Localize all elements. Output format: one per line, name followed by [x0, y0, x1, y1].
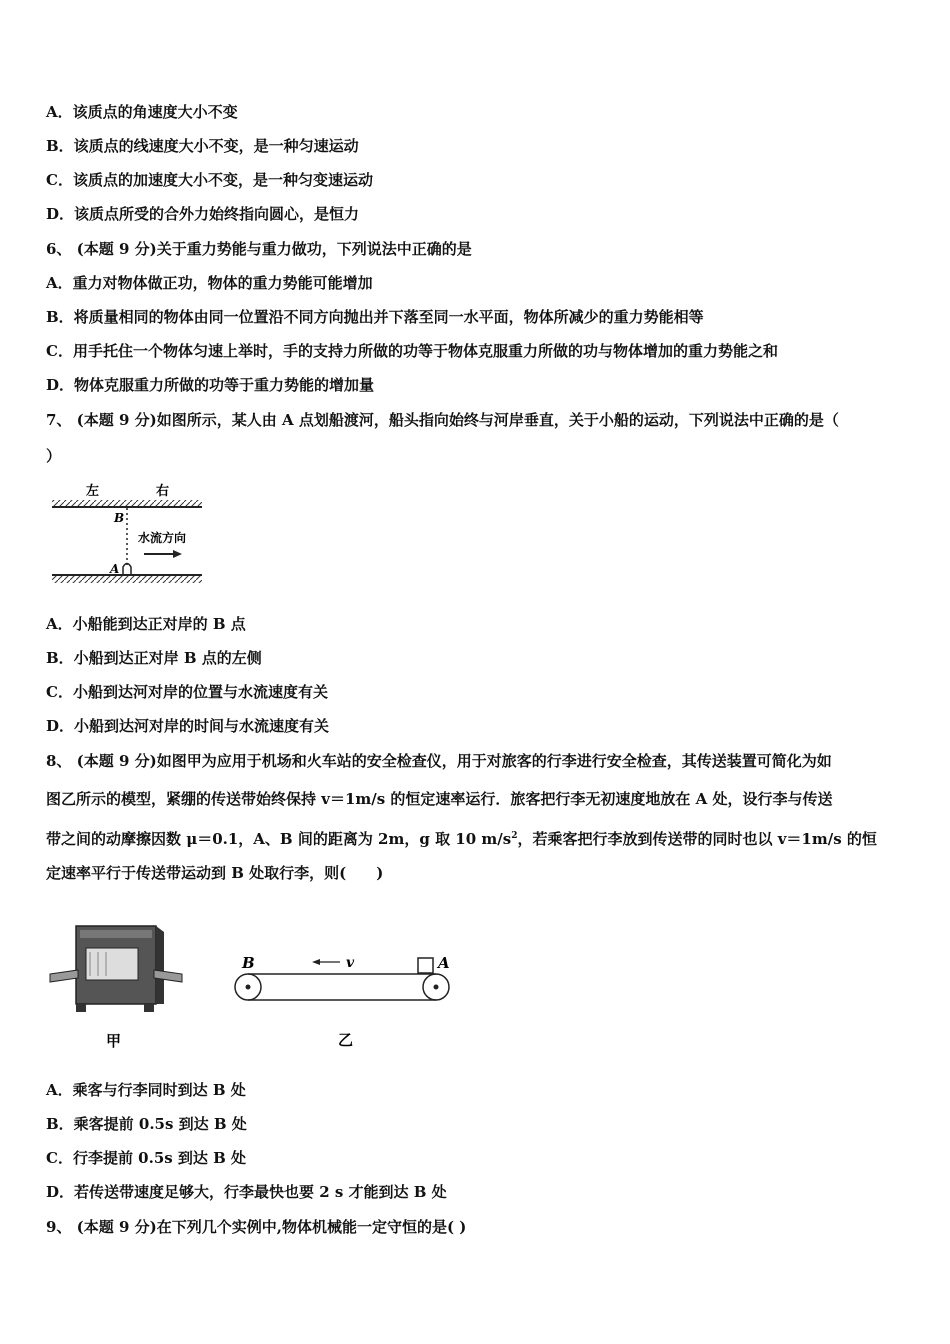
- q8-stem-line-3-part-2: ，若乘客把行李放到传送带的同时也以 v＝1m/s 的恒: [517, 830, 877, 848]
- q6-option-c: C．用手托住一个物体匀速上举时，手的支持力所做的功等于物体克服重力所做的功与物体增加的重力势能之和: [46, 342, 778, 360]
- q8-option-b: B．乘客提前 0.5s 到达 B 处: [46, 1115, 247, 1133]
- label-a: A: [438, 954, 450, 972]
- q8-option-c: C．行李提前 0.5s 到达 B 处: [46, 1149, 247, 1167]
- top-bank-hatch: [52, 500, 202, 507]
- conveyor-belt-figure: [228, 950, 468, 1050]
- label-velocity: v: [346, 955, 355, 971]
- luggage-box: [418, 958, 433, 973]
- caption-jia: 甲: [106, 1032, 122, 1050]
- q7-option-d: D．小船到达河对岸的时间与水流速度有关: [46, 717, 330, 735]
- q6-option-d: D．物体克服重力所做的功等于重力势能的增加量: [46, 376, 375, 394]
- q7-option-c: C．小船到达河对岸的位置与水流速度有关: [46, 683, 328, 701]
- scanner-top-panel: [80, 930, 152, 938]
- velocity-arrow-head: [312, 959, 320, 965]
- q5-option-c: C．该质点的加速度大小不变，是一种匀变速运动: [46, 171, 373, 189]
- q7-stem-line-2: ）: [46, 447, 62, 465]
- q8-stem-exponent: 2: [511, 831, 518, 841]
- label-left: 左: [86, 484, 100, 499]
- caption-yi: 乙: [338, 1031, 354, 1049]
- q6-stem: 6、 (本题 9 分)关于重力势能与重力做功，下列说法中正确的是: [46, 240, 472, 258]
- pulley-left-axle: [246, 985, 251, 990]
- scanner-foot-left: [76, 1004, 86, 1012]
- q8-option-a: A．乘客与行李同时到达 B 处: [46, 1081, 246, 1099]
- q8-option-d: D．若传送带速度足够大，行李最快也要 2 s 才能到达 B 处: [46, 1183, 447, 1201]
- scanner-foot-right: [144, 1004, 154, 1012]
- q6-option-b: B．将质量相同的物体由同一位置沿不同方向抛出并下落至同一水平面，物体所减少的重力势能相等: [46, 308, 704, 326]
- q5-option-b: B．该质点的线速度大小不变，是一种匀速运动: [46, 137, 359, 155]
- q8-stem-line-3: [46, 826, 877, 849]
- q9-stem: 9、 (本题 9 分)在下列几个实例中,物体机械能一定守恒的是( ): [46, 1218, 467, 1236]
- q8-stem-line-1: 8、 (本题 9 分)如图甲为应用于机场和火车站的安全检查仪，用于对旅客的行李进行安全检查，其传送装置可简化为如: [46, 752, 832, 770]
- river-crossing-figure: [46, 478, 211, 590]
- boat-shape: [123, 564, 131, 576]
- label-right: 右: [156, 484, 170, 499]
- scanner-side-panel: [156, 926, 164, 1004]
- q8-stem-line-2: 图乙所示的模型，紧绷的传送带始终保持 v＝1m/s 的恒定速率运行．旅客把行李无初速度地放在 A 处，设行李与传送: [46, 790, 833, 808]
- pulley-right-axle: [434, 985, 439, 990]
- q8-stem-line-3-part-1: 带之间的动摩擦因数 μ＝0.1，A、B 间的距离为 2m，g 取 10 m/s: [46, 830, 512, 848]
- security-scanner-figure: [48, 918, 188, 1053]
- label-b: B: [242, 954, 255, 972]
- q5-option-a: A．该质点的角速度大小不变: [46, 103, 238, 121]
- flow-arrow-head: [173, 550, 182, 558]
- scanner-left-table: [50, 970, 78, 982]
- q5-option-d: D．该质点所受的合外力始终指向圆心，是恒力: [46, 205, 360, 223]
- label-flow-direction: 水流方向: [138, 531, 187, 545]
- label-point-a: A: [110, 562, 120, 576]
- q8-stem-line-4: 定速率平行于传送带运动到 B 处取行李，则( ): [46, 864, 384, 882]
- label-point-b: B: [114, 511, 125, 525]
- q6-option-a: A．重力对物体做正功，物体的重力势能可能增加: [46, 274, 373, 292]
- scanner-opening: [86, 948, 138, 980]
- q7-option-a: A．小船能到达正对岸的 B 点: [46, 615, 246, 633]
- bottom-bank-hatch: [52, 576, 202, 583]
- q7-stem-line-1: 7、 (本题 9 分)如图所示，某人由 A 点划船渡河，船头指向始终与河岸垂直，关于小船的运动，下列说法中正确的是（: [46, 411, 839, 429]
- q7-option-b: B．小船到达正对岸 B 点的左侧: [46, 649, 262, 667]
